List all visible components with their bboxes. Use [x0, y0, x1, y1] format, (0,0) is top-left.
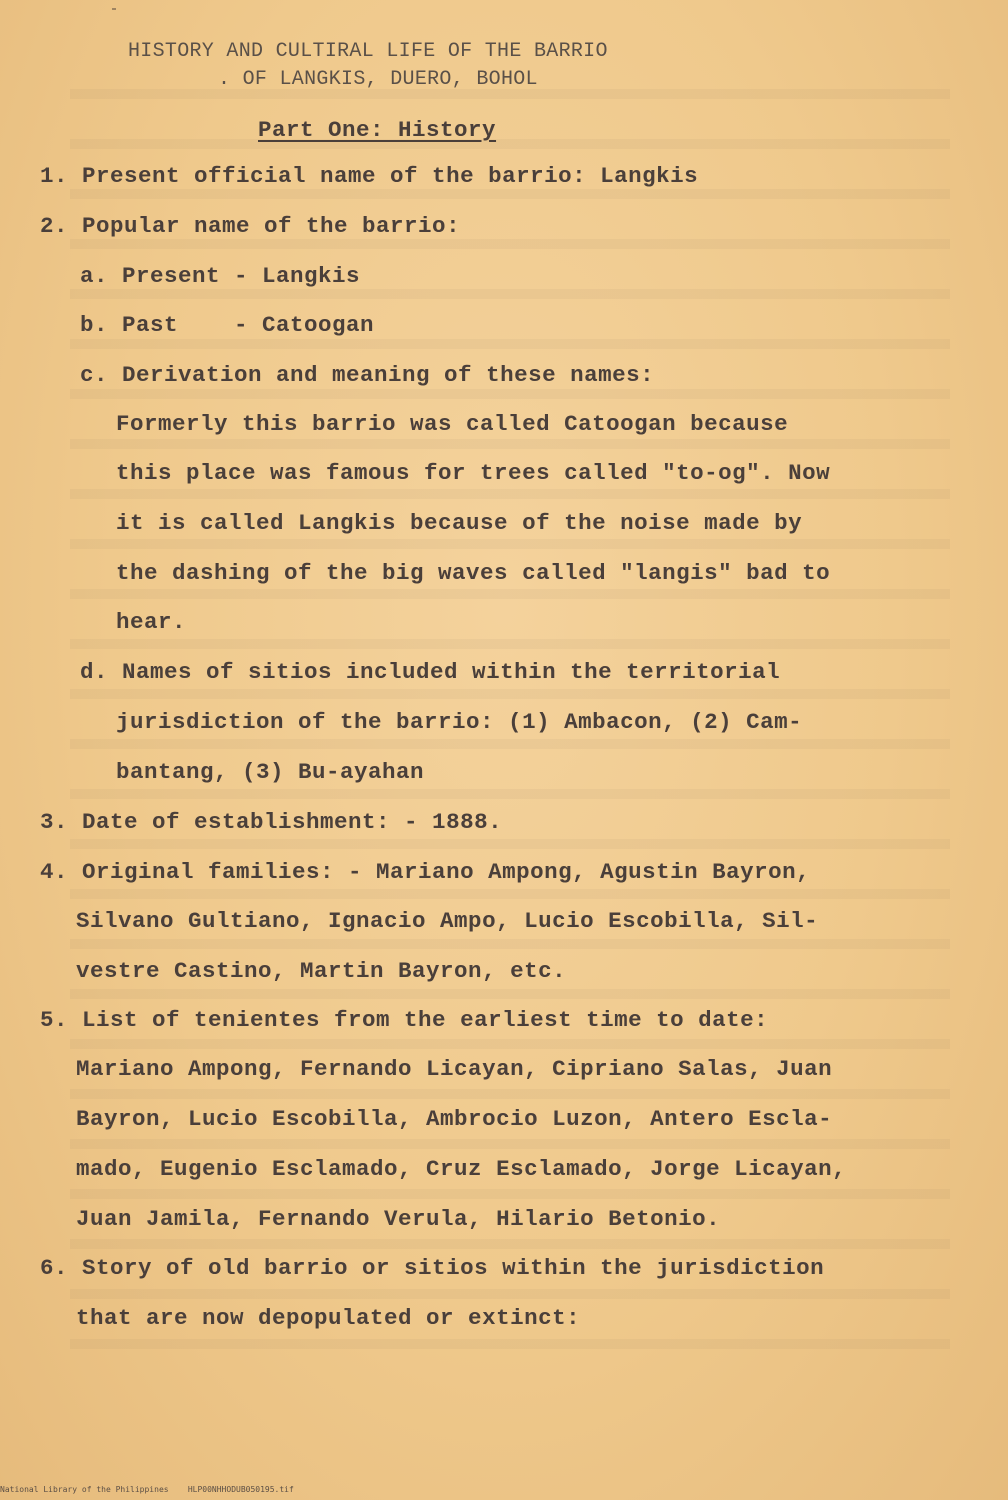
- part-heading: Part One: History: [258, 117, 497, 143]
- archive-footer: [0, 1485, 294, 1495]
- footer-archive: National Library of the Philippines: [0, 1485, 169, 1494]
- text-line: that are now depopulated or extinct:: [76, 1305, 581, 1331]
- text-line: Silvano Gultiano, Ignacio Ampo, Lucio Escobilla, Sil-: [76, 908, 819, 934]
- paper-mark: [112, 8, 116, 10]
- text-line: the dashing of the big waves called "langis" bad to: [116, 560, 831, 586]
- text-line: Juan Jamila, Fernando Verula, Hilario Betonio.: [76, 1206, 721, 1232]
- footer-filename: HLP00NHHODUB050195.tif: [187, 1485, 294, 1494]
- text-line: 2. Popular name of the barrio:: [40, 213, 461, 239]
- text-line: d. Names of sitios included within the territorial: [80, 659, 781, 685]
- text-line: 4. Original families: - Mariano Ampong, Agustin Bayron,: [40, 859, 811, 885]
- text-line: mado, Eugenio Esclamado, Cruz Esclamado, Jorge Licayan,: [76, 1156, 847, 1182]
- text-line: 5. List of tenientes from the earliest time to date:: [40, 1007, 769, 1033]
- text-line: Formerly this barrio was called Catoogan because: [116, 411, 789, 437]
- text-line: hear.: [116, 609, 187, 635]
- text-line: 1. Present official name of the barrio: Langkis: [40, 163, 699, 189]
- text-line: 3. Date of establishment: - 1888.: [40, 809, 503, 835]
- text-line: this place was famous for trees called "to-og". Now: [116, 460, 831, 486]
- text-line: b. Past - Catoogan: [80, 312, 375, 338]
- text-line: Mariano Ampong, Fernando Licayan, Cipriano Salas, Juan: [76, 1056, 833, 1082]
- document-title-line-2: . OF LANGKIS, DUERO, BOHOL: [218, 68, 538, 91]
- text-line: vestre Castino, Martin Bayron, etc.: [76, 958, 567, 984]
- text-line: a. Present - Langkis: [80, 263, 361, 289]
- document-title-line-1: HISTORY AND CULTIRAL LIFE OF THE BARRIO: [128, 40, 608, 63]
- text-line: it is called Langkis because of the noise made by: [116, 510, 803, 536]
- text-line: bantang, (3) Bu-ayahan: [116, 759, 425, 785]
- text-line: c. Derivation and meaning of these names:: [80, 362, 655, 388]
- text-line: jurisdiction of the barrio: (1) Ambacon, (2) Cam-: [116, 709, 803, 735]
- text-line: 6. Story of old barrio or sitios within the jurisdiction: [40, 1255, 825, 1281]
- text-line: Bayron, Lucio Escobilla, Ambrocio Luzon, Antero Escla-: [76, 1106, 833, 1132]
